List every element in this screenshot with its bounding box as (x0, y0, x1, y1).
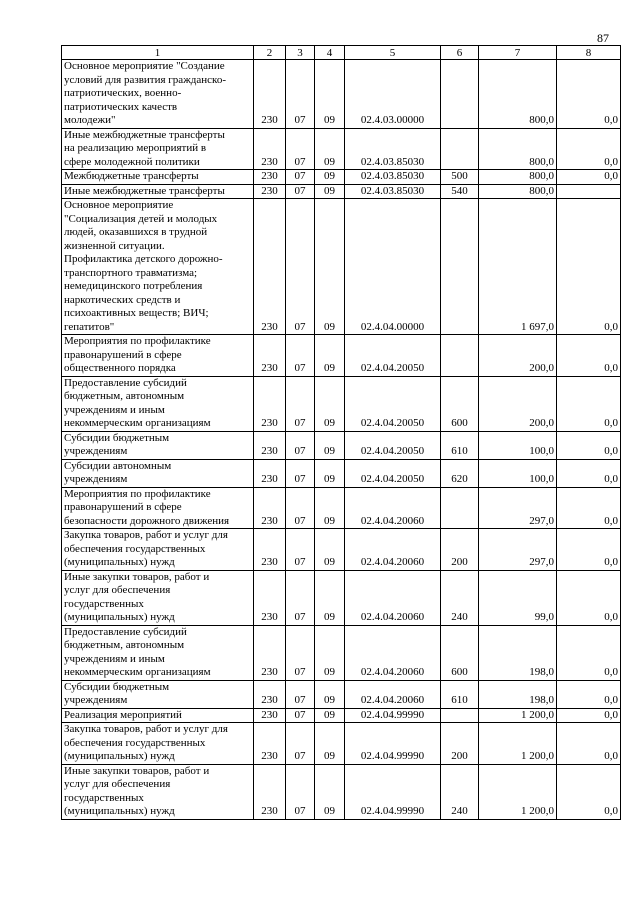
code-expense-type-cell (441, 708, 479, 723)
header-cell: 4 (315, 46, 345, 60)
row-name-cell: Основное мероприятие "Социализация детей и молодых людей, оказавшихся в трудной жизненной ситуации. Профилактика детского дорожно- транспортного травматизма; немедицинского потребления наркотических средств и психоактивных веществ; ВИЧ; гепатитов" (62, 199, 254, 335)
code-expense-type-cell: 610 (441, 431, 479, 459)
code-admin-cell: 230 (254, 723, 286, 765)
code-subsection-cell: 09 (315, 376, 345, 431)
header-cell: 1 (62, 46, 254, 60)
row-name-cell: Мероприятия по профилактике правонарушений в сфере безопасности дорожного движения (62, 487, 254, 529)
code-expense-type-cell (441, 60, 479, 129)
code-subsection-cell: 09 (315, 723, 345, 765)
row-name-cell: Субсидии бюджетным учреждениям (62, 680, 254, 708)
code-target-cell: 02.4.04.20060 (345, 625, 441, 680)
code-subsection-cell: 09 (315, 431, 345, 459)
code-expense-type-cell: 240 (441, 570, 479, 625)
table-row (62, 570, 621, 625)
amount-2-cell: 0,0 (557, 128, 621, 170)
code-admin-cell: 230 (254, 184, 286, 199)
code-section-cell: 07 (286, 431, 315, 459)
code-target-cell: 02.4.03.00000 (345, 60, 441, 129)
amount-2-cell: 0,0 (557, 335, 621, 377)
code-target-cell: 02.4.04.99990 (345, 723, 441, 765)
code-expense-type-cell: 620 (441, 459, 479, 487)
amount-cell: 1 200,0 (479, 708, 557, 723)
amount-2-cell: 0,0 (557, 680, 621, 708)
code-subsection-cell: 09 (315, 184, 345, 199)
amount-2-cell: 0,0 (557, 170, 621, 185)
amount-2-cell: 0,0 (557, 723, 621, 765)
amount-2-cell: 0,0 (557, 459, 621, 487)
code-admin-cell: 230 (254, 199, 286, 335)
amount-2-cell: 0,0 (557, 487, 621, 529)
code-section-cell: 07 (286, 487, 315, 529)
code-section-cell: 07 (286, 570, 315, 625)
code-target-cell: 02.4.03.85030 (345, 170, 441, 185)
amount-cell: 297,0 (479, 529, 557, 571)
code-subsection-cell: 09 (315, 680, 345, 708)
code-subsection-cell: 09 (315, 708, 345, 723)
code-admin-cell: 230 (254, 764, 286, 819)
code-section-cell: 07 (286, 184, 315, 199)
amount-2-cell: 0,0 (557, 376, 621, 431)
code-expense-type-cell (441, 487, 479, 529)
row-name-cell: Мероприятия по профилактике правонарушений в сфере общественного порядка (62, 335, 254, 377)
code-section-cell: 07 (286, 764, 315, 819)
code-admin-cell: 230 (254, 570, 286, 625)
code-subsection-cell: 09 (315, 625, 345, 680)
row-name-cell: Субсидии бюджетным учреждениям (62, 431, 254, 459)
amount-cell: 800,0 (479, 170, 557, 185)
row-name-cell: Закупка товаров, работ и услуг для обеспечения государственных (муниципальных) нужд (62, 529, 254, 571)
code-expense-type-cell (441, 128, 479, 170)
code-section-cell: 07 (286, 376, 315, 431)
code-subsection-cell: 09 (315, 199, 345, 335)
code-expense-type-cell (441, 335, 479, 377)
amount-cell: 100,0 (479, 459, 557, 487)
budget-table (61, 45, 621, 820)
code-target-cell: 02.4.04.20060 (345, 680, 441, 708)
code-subsection-cell: 09 (315, 487, 345, 529)
code-expense-type-cell: 610 (441, 680, 479, 708)
row-name-cell: Иные межбюджетные трансферты (62, 184, 254, 199)
code-admin-cell: 230 (254, 60, 286, 129)
code-admin-cell: 230 (254, 335, 286, 377)
amount-cell: 200,0 (479, 335, 557, 377)
row-name-cell: Иные межбюджетные трансферты на реализацию мероприятий в сфере молодежной политики (62, 128, 254, 170)
amount-2-cell (557, 184, 621, 199)
header-cell: 5 (345, 46, 441, 60)
table-row (62, 487, 621, 529)
code-subsection-cell: 09 (315, 459, 345, 487)
code-admin-cell: 230 (254, 431, 286, 459)
code-target-cell: 02.4.04.20060 (345, 570, 441, 625)
amount-cell: 198,0 (479, 625, 557, 680)
amount-cell: 100,0 (479, 431, 557, 459)
amount-cell: 99,0 (479, 570, 557, 625)
code-expense-type-cell: 540 (441, 184, 479, 199)
table-row (62, 184, 621, 199)
code-target-cell: 02.4.04.20050 (345, 459, 441, 487)
code-subsection-cell: 09 (315, 764, 345, 819)
row-name-cell: Межбюджетные трансферты (62, 170, 254, 185)
code-section-cell: 07 (286, 128, 315, 170)
amount-cell: 800,0 (479, 184, 557, 199)
code-target-cell: 02.4.04.20050 (345, 431, 441, 459)
page-number: 87 (597, 31, 609, 45)
code-target-cell: 02.4.04.20060 (345, 529, 441, 571)
row-name-cell: Основное мероприятие "Создание условий для развития гражданско- патриотических, военно- патриотических качеств молодежи" (62, 60, 254, 129)
row-name-cell: Иные закупки товаров, работ и услуг для обеспечения государственных (муниципальных) нужд (62, 570, 254, 625)
code-expense-type-cell: 240 (441, 764, 479, 819)
row-name-cell: Предоставление субсидий бюджетным, автономным учреждениям и иным некоммерческим организациям (62, 376, 254, 431)
code-target-cell: 02.4.04.20050 (345, 376, 441, 431)
amount-cell: 800,0 (479, 128, 557, 170)
code-target-cell: 02.4.04.20050 (345, 335, 441, 377)
code-target-cell: 02.4.04.99990 (345, 708, 441, 723)
code-section-cell: 07 (286, 625, 315, 680)
header-cell: 6 (441, 46, 479, 60)
amount-2-cell: 0,0 (557, 199, 621, 335)
row-name-cell: Иные закупки товаров, работ и услуг для обеспечения государственных (муниципальных) нужд (62, 764, 254, 819)
code-admin-cell: 230 (254, 376, 286, 431)
code-admin-cell: 230 (254, 625, 286, 680)
code-subsection-cell: 09 (315, 529, 345, 571)
amount-cell: 200,0 (479, 376, 557, 431)
code-subsection-cell: 09 (315, 335, 345, 377)
table-row (62, 723, 621, 765)
code-expense-type-cell (441, 199, 479, 335)
table-row (62, 431, 621, 459)
code-expense-type-cell: 500 (441, 170, 479, 185)
amount-2-cell: 0,0 (557, 529, 621, 571)
code-admin-cell: 230 (254, 529, 286, 571)
table-row (62, 680, 621, 708)
amount-cell: 297,0 (479, 487, 557, 529)
table-header-row (62, 46, 621, 60)
code-expense-type-cell: 600 (441, 625, 479, 680)
code-subsection-cell: 09 (315, 128, 345, 170)
code-target-cell: 02.4.03.85030 (345, 128, 441, 170)
code-section-cell: 07 (286, 708, 315, 723)
code-subsection-cell: 09 (315, 60, 345, 129)
code-section-cell: 07 (286, 170, 315, 185)
code-admin-cell: 230 (254, 708, 286, 723)
row-name-cell: Закупка товаров, работ и услуг для обеспечения государственных (муниципальных) нужд (62, 723, 254, 765)
amount-cell: 1 200,0 (479, 764, 557, 819)
code-section-cell: 07 (286, 199, 315, 335)
table-row (62, 335, 621, 377)
table-row (62, 60, 621, 129)
header-cell: 2 (254, 46, 286, 60)
table-row (62, 625, 621, 680)
table-row (62, 529, 621, 571)
code-expense-type-cell: 200 (441, 723, 479, 765)
amount-cell: 1 200,0 (479, 723, 557, 765)
row-name-cell: Реализация мероприятий (62, 708, 254, 723)
code-expense-type-cell: 600 (441, 376, 479, 431)
table-row (62, 128, 621, 170)
row-name-cell: Субсидии автономным учреждениям (62, 459, 254, 487)
code-admin-cell: 230 (254, 459, 286, 487)
code-section-cell: 07 (286, 60, 315, 129)
code-admin-cell: 230 (254, 680, 286, 708)
code-section-cell: 07 (286, 723, 315, 765)
code-target-cell: 02.4.04.99990 (345, 764, 441, 819)
table-row (62, 459, 621, 487)
code-section-cell: 07 (286, 529, 315, 571)
header-cell: 8 (557, 46, 621, 60)
code-subsection-cell: 09 (315, 170, 345, 185)
amount-2-cell: 0,0 (557, 764, 621, 819)
amount-cell: 1 697,0 (479, 199, 557, 335)
amount-2-cell: 0,0 (557, 60, 621, 129)
header-cell: 3 (286, 46, 315, 60)
code-subsection-cell: 09 (315, 570, 345, 625)
code-section-cell: 07 (286, 459, 315, 487)
amount-2-cell: 0,0 (557, 570, 621, 625)
code-admin-cell: 230 (254, 487, 286, 529)
amount-2-cell: 0,0 (557, 708, 621, 723)
code-section-cell: 07 (286, 680, 315, 708)
code-target-cell: 02.4.04.00000 (345, 199, 441, 335)
code-target-cell: 02.4.03.85030 (345, 184, 441, 199)
code-admin-cell: 230 (254, 170, 286, 185)
table-row (62, 170, 621, 185)
amount-2-cell: 0,0 (557, 431, 621, 459)
table-row (62, 764, 621, 819)
header-cell: 7 (479, 46, 557, 60)
amount-cell: 198,0 (479, 680, 557, 708)
code-target-cell: 02.4.04.20060 (345, 487, 441, 529)
amount-2-cell: 0,0 (557, 625, 621, 680)
table-row (62, 708, 621, 723)
amount-cell: 800,0 (479, 60, 557, 129)
row-name-cell: Предоставление субсидий бюджетным, автономным учреждениям и иным некоммерческим организациям (62, 625, 254, 680)
table-row (62, 376, 621, 431)
code-admin-cell: 230 (254, 128, 286, 170)
code-section-cell: 07 (286, 335, 315, 377)
code-expense-type-cell: 200 (441, 529, 479, 571)
table-row (62, 199, 621, 335)
